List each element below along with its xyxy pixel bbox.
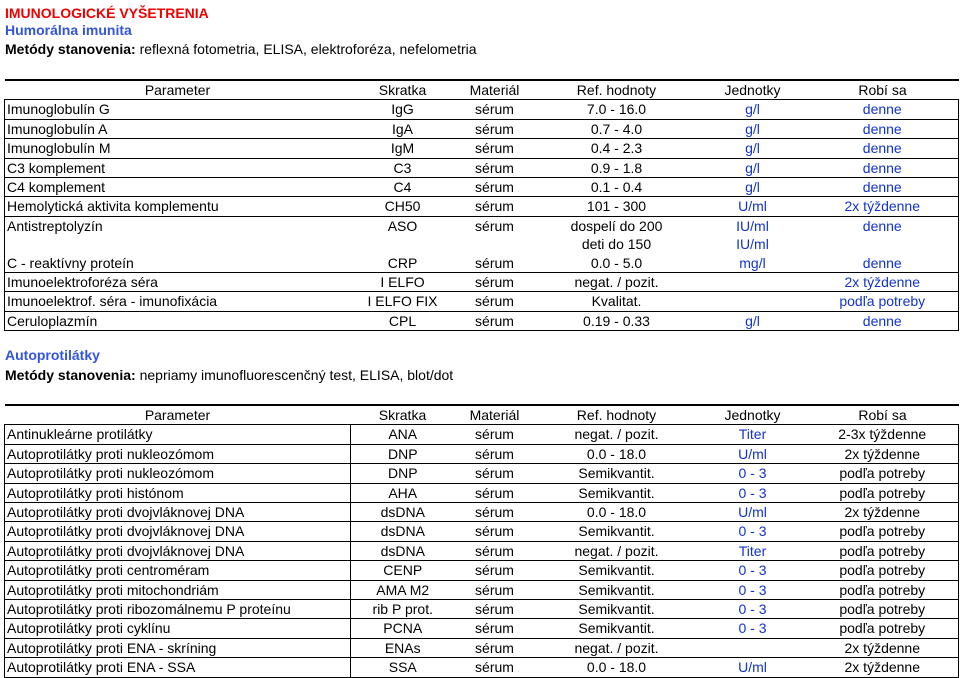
table-cell: Autoprotilátky proti histónom: [5, 483, 351, 502]
table-cell: 0.7 - 4.0: [535, 119, 699, 138]
table-row: [5, 178, 959, 197]
table-cell: sérum: [455, 425, 535, 444]
table-cell: deti do 150: [581, 236, 652, 253]
table-cell: g/l: [699, 100, 807, 119]
table-row: [5, 292, 959, 311]
methods-label: Metódy stanovenia:: [5, 41, 136, 57]
table-cell: CRP: [351, 254, 455, 273]
table-row: [5, 503, 959, 522]
table-cell: C3: [351, 158, 455, 177]
table-cell: podľa potreby: [807, 522, 959, 541]
table-row: [5, 235, 959, 253]
table-cell: U/ml: [699, 503, 807, 522]
table-cell: Antistreptolyzín: [5, 216, 351, 235]
table-header-row: [5, 405, 959, 425]
table-cell: sérum: [455, 139, 535, 158]
table-cell: 0 - 3: [699, 580, 807, 599]
table-cell: CENP: [351, 561, 455, 580]
table-cell: Imunoelektrof. séra - imunofixácia: [5, 292, 351, 311]
autoantibodies-table: [4, 404, 959, 678]
table-cell: Autoprotilátky proti dvojvláknovej DNA: [5, 541, 351, 560]
table-cell: IU/ml: [736, 236, 769, 253]
table-row: [5, 444, 959, 463]
table-cell: 2x týždenne: [807, 638, 959, 657]
table-cell: 0 - 3: [699, 600, 807, 619]
table-cell: 7.0 - 16.0: [535, 100, 699, 119]
table-cell: Semikvantit.: [535, 619, 699, 638]
table-cell: 0.0 - 18.0: [535, 503, 699, 522]
table-cell: sérum: [475, 217, 514, 234]
table-cell: Antinukleárne protilátky: [5, 425, 351, 444]
table-cell: Semikvantit.: [535, 561, 699, 580]
table-cell: sérum: [455, 658, 535, 677]
table-cell: dospelí do 200: [570, 217, 663, 234]
table-cell: [699, 273, 807, 292]
table-cell: 0 - 3: [699, 483, 807, 502]
table-cell: sérum: [455, 119, 535, 138]
column-header: Materiál: [455, 405, 535, 425]
humoral-immunity-table: [4, 79, 959, 331]
table-cell: U/ml: [699, 658, 807, 677]
table-cell: SSA: [351, 658, 455, 677]
table-cell: podľa potreby: [807, 541, 959, 560]
table-cell: C4: [351, 178, 455, 197]
column-header: Robí sa: [807, 405, 959, 425]
table-cell: sérum: [455, 158, 535, 177]
column-header: Jednotky: [699, 405, 807, 425]
table-cell: sérum: [455, 561, 535, 580]
table-row: [5, 483, 959, 502]
table-cell: [699, 292, 807, 311]
table-cell: U/ml: [699, 197, 807, 216]
table-cell: Autoprotilátky proti cyklínu: [5, 619, 351, 638]
table-cell: sérum: [455, 638, 535, 657]
column-header: Materiál: [455, 80, 535, 100]
table-cell: AHA: [351, 483, 455, 502]
table-cell: 2x týždenne: [807, 197, 959, 216]
table-row: [5, 425, 959, 444]
table-cell: ENAs: [351, 638, 455, 657]
table-cell: podľa potreby: [807, 483, 959, 502]
table-cell: Autoprotilátky proti ENA - SSA: [5, 658, 351, 677]
table-cell: C3 komplement: [5, 158, 351, 177]
table-cell: 0.19 - 0.33: [535, 311, 699, 330]
table-cell: sérum: [455, 503, 535, 522]
table-cell: sérum: [455, 444, 535, 463]
table-cell: negat. / pozit.: [535, 425, 699, 444]
table-row: [5, 541, 959, 560]
table-cell: sérum: [455, 178, 535, 197]
section-heading-humoral: Humorálna imunita: [5, 22, 132, 38]
table-cell: podľa potreby: [807, 619, 959, 638]
column-header: Ref. hodnoty: [535, 405, 699, 425]
table-row: [5, 216, 959, 235]
table-cell: Imunoelektroforéza séra: [5, 273, 351, 292]
table-cell: denne: [807, 100, 959, 119]
table-cell: sérum: [455, 197, 535, 216]
page-title: IMUNOLOGICKÉ VYŠETRENIA: [5, 5, 209, 21]
table-cell: 2x týždenne: [807, 273, 959, 292]
table-cell: Semikvantit.: [535, 600, 699, 619]
section-heading-autoantibodies: Autoprotilátky: [5, 347, 100, 363]
table-cell: dsDNA: [351, 503, 455, 522]
table-cell: Hemolytická aktivita komplementu: [5, 197, 351, 216]
column-header: Ref. hodnoty: [535, 80, 699, 100]
table-row: [5, 139, 959, 158]
table-cell: Kvalitat.: [535, 292, 699, 311]
table-row: [5, 158, 959, 177]
table-cell: Imunoglobulín M: [5, 139, 351, 158]
table-cell: Autoprotilátky proti nukleozómom: [5, 464, 351, 483]
table-cell: I ELFO FIX: [351, 292, 455, 311]
table-cell: 0 - 3: [699, 619, 807, 638]
table-cell: [351, 235, 455, 253]
column-header: Skratka: [351, 80, 455, 100]
table-cell: AMA M2: [351, 580, 455, 599]
table-cell: DNP: [351, 444, 455, 463]
table-cell: Autoprotilátky proti ENA - skríning: [5, 638, 351, 657]
table-row: [5, 197, 959, 216]
methods-line-humoral: [5, 41, 477, 57]
table-cell: rib P prot.: [351, 600, 455, 619]
table-cell: denne: [807, 216, 959, 235]
table-cell: Titer: [699, 425, 807, 444]
table-cell: Autoprotilátky proti mitochondriám: [5, 580, 351, 599]
table-cell: 101 - 300: [535, 197, 699, 216]
table-cell: ASO: [387, 217, 418, 234]
table-cell: denne: [807, 158, 959, 177]
table-header-row: [5, 80, 959, 100]
table-cell: Autoprotilátky proti centroméram: [5, 561, 351, 580]
table-cell: denne: [807, 178, 959, 197]
table-row: [5, 580, 959, 599]
table-cell: negat. / pozit.: [535, 273, 699, 292]
table-cell: [455, 235, 535, 253]
table-cell: denne: [807, 311, 959, 330]
table-row: [5, 100, 959, 119]
table-cell: Imunoglobulín A: [5, 119, 351, 138]
table-cell: sérum: [455, 541, 535, 560]
table-cell: U/ml: [699, 444, 807, 463]
table-row: [5, 619, 959, 638]
table-cell: denne: [807, 139, 959, 158]
table-cell: Autoprotilátky proti nukleozómom: [5, 444, 351, 463]
table-cell: CPL: [351, 311, 455, 330]
table-cell: Semikvantit.: [535, 464, 699, 483]
table-cell: negat. / pozit.: [535, 541, 699, 560]
table-row: [5, 119, 959, 138]
column-header: Robí sa: [807, 80, 959, 100]
table-cell: g/l: [699, 139, 807, 158]
table-cell: sérum: [455, 254, 535, 273]
table-cell: 0 - 3: [699, 464, 807, 483]
table-cell: Autoprotilátky proti ribozomálnemu P proteínu: [5, 600, 351, 619]
table-cell: sérum: [455, 464, 535, 483]
table-cell: IU/ml: [736, 217, 769, 234]
table-cell: sérum: [455, 273, 535, 292]
table-cell: ANA: [351, 425, 455, 444]
table-cell: 0.0 - 18.0: [535, 444, 699, 463]
table-cell: [699, 638, 807, 657]
table-cell: C - reaktívny proteín: [5, 254, 351, 273]
table-cell: Autoprotilátky proti dvojvláknovej DNA: [5, 522, 351, 541]
table-row: [5, 522, 959, 541]
table-cell: Semikvantit.: [535, 522, 699, 541]
table-cell: sérum: [455, 619, 535, 638]
table-cell: podľa potreby: [807, 600, 959, 619]
table-cell: podľa potreby: [807, 561, 959, 580]
table-cell: sérum: [455, 580, 535, 599]
table-cell: sérum: [455, 311, 535, 330]
table-cell: Imunoglobulín G: [5, 100, 351, 119]
table-row: [5, 254, 959, 273]
table-row: [5, 464, 959, 483]
table-cell: podľa potreby: [807, 464, 959, 483]
table-cell: sérum: [455, 600, 535, 619]
table-cell: sérum: [455, 292, 535, 311]
table-cell: [807, 235, 959, 253]
table-cell: sérum: [455, 483, 535, 502]
table-cell: 0 - 3: [699, 561, 807, 580]
table-cell: 0 - 3: [699, 522, 807, 541]
table-cell: Semikvantit.: [535, 483, 699, 502]
table-row: [5, 273, 959, 292]
table-cell: dsDNA: [351, 541, 455, 560]
table-cell: IgM: [351, 139, 455, 158]
table-cell: sérum: [455, 522, 535, 541]
table-cell: 0.1 - 0.4: [535, 178, 699, 197]
table-cell: PCNA: [351, 619, 455, 638]
table-cell: 2x týždenne: [807, 658, 959, 677]
table-cell: IgA: [351, 119, 455, 138]
table-cell: negat. / pozit.: [535, 638, 699, 657]
table-cell: 0.0 - 5.0: [535, 254, 699, 273]
table-cell: DNP: [351, 464, 455, 483]
table-cell: CH50: [351, 197, 455, 216]
table-cell: IgG: [351, 100, 455, 119]
table-row: [5, 638, 959, 657]
table-cell: 2x týždenne: [807, 503, 959, 522]
table-cell: [5, 235, 351, 253]
table-cell: Titer: [699, 541, 807, 560]
table-cell: dsDNA: [351, 522, 455, 541]
methods-text: reflexná fotometria, ELISA, elektroforéza, nefelometria: [135, 41, 477, 57]
column-header: Parameter: [5, 80, 351, 100]
table-cell: 2x týždenne: [807, 444, 959, 463]
methods-line-autoantibodies: [5, 367, 453, 383]
table-cell: sérum: [455, 100, 535, 119]
column-header: Jednotky: [699, 80, 807, 100]
methods-text: nepriamy imunofluorescenčný test, ELISA, blot/dot: [135, 367, 454, 383]
methods-label: Metódy stanovenia:: [5, 367, 136, 383]
table-row: [5, 658, 959, 677]
table-cell: denne: [807, 119, 959, 138]
table-cell: g/l: [699, 119, 807, 138]
table-cell: Autoprotilátky proti dvojvláknovej DNA: [5, 503, 351, 522]
column-header: Parameter: [5, 405, 351, 425]
table-cell: podľa potreby: [807, 580, 959, 599]
table-cell: I ELFO: [351, 273, 455, 292]
table-cell: Ceruloplazmín: [5, 311, 351, 330]
table-cell: 0.4 - 2.3: [535, 139, 699, 158]
table-cell: 2-3x týždenne: [807, 425, 959, 444]
table-cell: 0.9 - 1.8: [535, 158, 699, 177]
table-cell: g/l: [699, 178, 807, 197]
table-cell: g/l: [699, 158, 807, 177]
table-cell: denne: [807, 254, 959, 273]
table-cell: g/l: [699, 311, 807, 330]
column-header: Skratka: [351, 405, 455, 425]
table-cell: 0.0 - 18.0: [535, 658, 699, 677]
table-cell: mg/l: [699, 254, 807, 273]
table-row: [5, 561, 959, 580]
table-row: [5, 311, 959, 330]
table-cell: podľa potreby: [807, 292, 959, 311]
table-row: [5, 600, 959, 619]
table-cell: C4 komplement: [5, 178, 351, 197]
table-cell: Semikvantit.: [535, 580, 699, 599]
